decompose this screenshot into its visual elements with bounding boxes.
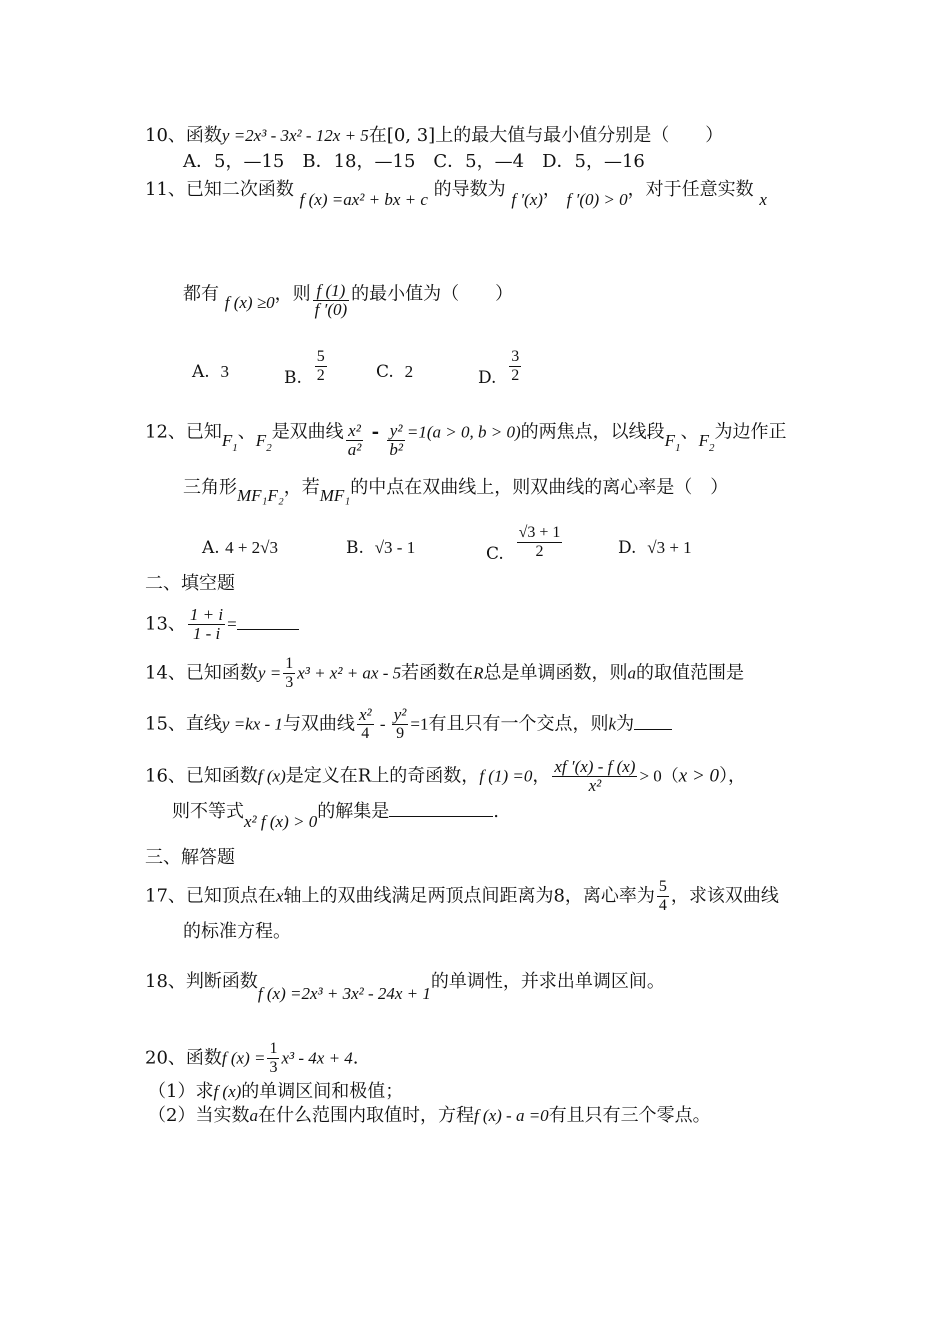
q16-line2-tail: 的解集是 (317, 801, 390, 822)
section-fill-in: 二、填空题 (145, 573, 235, 594)
q12-frac-x-den: a² (347, 440, 362, 459)
q10-stem: 10、函数 (145, 125, 222, 146)
q20-expr-post: x³ - 4x + 4 (281, 1048, 353, 1068)
q11-expression: f (x) =ax² + bx + c (299, 190, 428, 209)
q20-frac-num: 1 (269, 1040, 278, 1057)
q12-option-a-label: A. (202, 538, 220, 558)
q18-expression: f (x) =2x³ + 3x² - 24x + 1 (257, 984, 431, 1003)
q13-equals: = (227, 614, 237, 634)
q11-line2-pre: 都有 (183, 283, 219, 305)
q12-option-d-label: D. (618, 538, 637, 558)
q11-option-a (192, 360, 229, 384)
q20-part-1 (148, 1080, 403, 1104)
question-14 (145, 655, 744, 692)
q16-stem: 16、已知函数 (145, 765, 258, 787)
q11-option-c-label: C. (376, 362, 394, 382)
q14-frac-num: 1 (285, 655, 294, 672)
q20-p2-tail: 有且只有三个零点。 (548, 1105, 711, 1126)
q12-option-c-frac (517, 524, 563, 561)
q12-frac-y-num: y² (387, 422, 405, 441)
q12-line2-mid: ，若 (283, 477, 320, 498)
q12-segment: MF₁ (319, 486, 351, 505)
q12-frac-y (387, 422, 405, 459)
q15-frac-x-num: x² (358, 705, 372, 724)
q11-fraction (313, 282, 350, 319)
q12-line2-pre: 三角形 (183, 477, 237, 498)
q13-fraction (188, 606, 225, 643)
q11-line2-tail: 的最小值为（ ） (351, 283, 514, 305)
q15-tail: 有且只有一个交点，则 (428, 713, 609, 735)
q20-p1-tail: 的单调区间和极值； (241, 1081, 404, 1102)
q16-frac-num: xf ′(x) - f (x) (554, 757, 636, 776)
q11-option-d-den: 2 (511, 367, 520, 384)
question-18 (145, 970, 665, 1003)
q17-mid: 轴上的双曲线满足两顶点间距离为8，离心率为 (283, 885, 655, 907)
q10-interval: 在[0, 3]上的最大值与最小值分别是（ ） (368, 125, 724, 146)
q17-x: x (275, 886, 284, 906)
q15-line: y =kx - 1 (221, 714, 283, 734)
q14-fraction (283, 655, 295, 692)
q15-eq: =1 (410, 714, 429, 734)
q11-condition: f ′(0) > 0 (566, 190, 628, 209)
q14-expr-post: x³ + x² + ax - 5 (297, 663, 402, 683)
q14-tail2: 总是单调函数，则 (483, 662, 628, 684)
q16-close: ）， (719, 765, 747, 787)
q16-ineq: x² f (x) > 0 (244, 812, 318, 831)
q15-frac-y-den: 9 (396, 725, 405, 742)
q12-line2 (183, 476, 729, 505)
q11-tail: ，对于任意实数 (627, 179, 754, 200)
q12-focus-1: $F_1$ (221, 430, 238, 454)
q11-mid: 的导数为 (433, 179, 506, 200)
q17-tail: ，求该双曲线 (670, 885, 779, 907)
q15-tail2: 为 (616, 713, 635, 735)
q12-option-c-label: C. (486, 544, 504, 564)
q12-focus-2: $F_2$ (255, 430, 272, 454)
q12-option-b (346, 536, 415, 560)
question-20 (145, 1040, 359, 1077)
q12-frac-y-den: b² (389, 440, 403, 459)
q16-dot: . (493, 801, 499, 822)
q11-option-c (376, 360, 413, 384)
q20-p1-fx: f (x) (213, 1082, 242, 1101)
question-16 (145, 758, 746, 795)
q14-a: a (627, 663, 637, 683)
q20-p2-pre: （2）当实数 (148, 1105, 250, 1126)
question-11: 11、已知二次函数 f (x) =ax² + bx + c 的导数为 f ′(x)， f ′(0) > 0，对于任意实数 x (145, 179, 767, 209)
q11-var: x (759, 190, 767, 209)
q17-stem: 17、已知顶点在 (145, 885, 276, 907)
q20-p1-pre: （1）求 (148, 1081, 214, 1102)
q16-f1: f (1) =0 (479, 766, 533, 786)
q12-frac-x-num: x² (346, 422, 364, 441)
q17-line2: 的标准方程。 (183, 921, 291, 942)
q11-line2-mid: ，则 (274, 283, 311, 305)
q14-stem: 14、已知函数 (145, 662, 258, 684)
q12-option-c-num: √3 + 1 (518, 524, 561, 541)
q20-expr-pre: f (x) = (221, 1048, 266, 1068)
q11-option-d-label: D. (478, 368, 497, 388)
q20-dot: . (352, 1047, 359, 1069)
q12-frac-x (346, 422, 364, 459)
q16-line2 (172, 798, 499, 831)
q11-option-b-label: B. (284, 368, 302, 388)
q16-fx: f (x) (257, 766, 286, 786)
question-13 (145, 606, 299, 643)
q11-option-a-value: 3 (220, 362, 229, 381)
q11-option-c-value: 2 (404, 362, 414, 381)
q20-stem: 20、函数 (145, 1047, 222, 1069)
q20-frac-den: 3 (269, 1059, 278, 1076)
q11-option-a-label: A. (192, 362, 210, 382)
q12-option-c-den: 2 (535, 543, 544, 560)
q20-p2-mid: 在什么范围内取值时，方程 (257, 1105, 474, 1126)
q16-fraction (552, 758, 637, 795)
q14-r: R (473, 663, 484, 683)
q15-frac-y-num: y² (393, 705, 407, 724)
q14-expr-pre: y = (257, 663, 282, 683)
q11-option-b-frac (315, 348, 327, 385)
q18-stem: 18、判断函数 (145, 971, 258, 992)
q12-eq-tail: =1(a > 0, b > 0) (406, 422, 521, 442)
q12-tail: 的两焦点，以线段 (520, 421, 665, 443)
q12-option-d (618, 536, 692, 560)
q12-option-a-value: 4 + 2√3 (225, 538, 279, 557)
q13-frac-num: 1 + i (189, 605, 224, 624)
q12-option-d-value: √3 + 1 (647, 538, 692, 557)
q12-f2-letter: F (255, 430, 267, 450)
q20-fraction (267, 1040, 279, 1077)
q15-frac-x (357, 706, 374, 743)
q14-tail3: 的取值范围是 (636, 662, 745, 684)
q12-option-c (486, 524, 564, 564)
q12-line2-tail: 的中点在双曲线上，则双曲线的离心率是（ ） (350, 477, 729, 498)
q16-cond: x > 0 (678, 765, 720, 787)
q15-frac-y (392, 706, 409, 743)
q13-stem: 13、 (145, 613, 186, 635)
question-15: 15、直线y =kx - 1与双曲线 $\frac{\text{x²}}{4}$ - $\frac{\text{y²}}{9}$ =1有且只有一个交点，则k为 (145, 706, 672, 743)
q15-mid: 与双曲线 (282, 713, 355, 735)
q10-options: A．5，—15 B．18，—15 C．5，—4 D．5，—16 (183, 151, 645, 172)
q16-answer-blank[interactable] (389, 798, 493, 817)
q18-tail: 的单调性，并求出单调区间。 (430, 971, 665, 992)
q11-derivative: f ′(x) (511, 190, 543, 209)
q15-answer-blank[interactable] (634, 711, 672, 730)
q14-tail: 若函数在 (401, 662, 474, 684)
section-answer: 三、解答题 (145, 847, 235, 868)
q15-frac-x-den: 4 (361, 725, 370, 742)
q11-line2 (183, 276, 514, 319)
q10-expression: y =2x³ - 3x² - 12x + 5 (221, 126, 369, 145)
q15-k: k (608, 714, 617, 734)
q12-mid: 是双曲线 (271, 421, 344, 443)
q20-p2-eq: f (x) - a =0 (473, 1106, 549, 1125)
q17-frac-num: 5 (658, 878, 667, 895)
q12-triangle: MF₁F₂ (237, 486, 284, 505)
q15-stem: 15、直线 (145, 713, 222, 735)
question-10 (145, 124, 723, 148)
q11-option-b-num: 5 (316, 348, 325, 365)
q13-frac-den: 1 - i (192, 624, 221, 643)
q16-mid: 是定义在R上的奇函数， (285, 765, 480, 787)
q12-tail2: 为边作正 (714, 421, 787, 443)
q11-option-d (478, 348, 523, 388)
question-17 (145, 878, 779, 915)
q20-p2-a: a (249, 1106, 258, 1125)
q17-frac-den: 4 (658, 897, 667, 914)
q11-frac-num: f (1) (313, 282, 350, 301)
q11-stem: 11、已知二次函数 (145, 179, 294, 200)
question-12: 12、已知$F_1$、$F_2$是双曲线 $\frac{\text{x²}}{\text{a²}}$ - $\frac{\text{y²}}{\text{b²}}$ =1(a > 0, b > 0)的两焦点，以线段$F_1$、$F_2$为边作正 (145, 421, 787, 459)
q12-separator: 、 (237, 421, 256, 443)
q11-option-d-frac (509, 348, 521, 385)
q11-option-d-num: 3 (511, 348, 520, 365)
q16-comma: ， (532, 765, 551, 787)
q11-line2-cond: f (x) ≥0 (224, 292, 275, 312)
q11-option-b-den: 2 (316, 367, 325, 384)
q12-f1-letter: F (221, 430, 233, 450)
q12-stem: 12、已知 (145, 421, 222, 443)
q14-frac-den: 3 (285, 674, 294, 691)
q13-answer-blank[interactable] (237, 611, 299, 630)
q12-option-b-value: √3 - 1 (374, 538, 416, 557)
q16-gt: > 0（ (639, 766, 679, 786)
q16-frac-den: x² (588, 776, 602, 795)
q12-option-b-label: B. (346, 538, 364, 558)
q17-fraction (657, 878, 669, 915)
q11-frac-den: f ′(0) (314, 300, 348, 319)
q12-option-a (202, 536, 278, 560)
q11-option-b (284, 348, 329, 388)
q16-line2-pre: 则不等式 (172, 801, 244, 822)
q20-part-2 (148, 1104, 711, 1128)
